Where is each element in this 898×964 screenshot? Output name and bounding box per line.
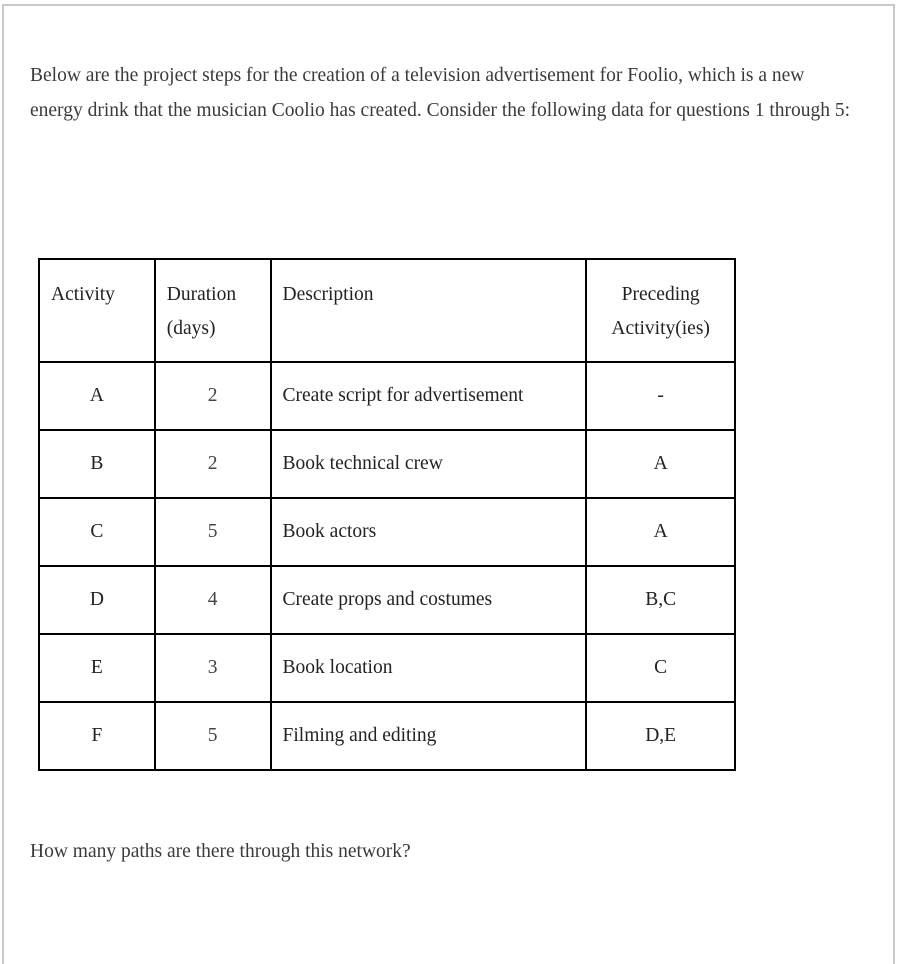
intro-paragraph: Below are the project steps for the creation of a television advertisement for Foolio, which is a new energy drink that the musician Coolio has created. Consider the following data for questions 1 through 5: — [30, 65, 851, 121]
header-preceding — [586, 259, 735, 362]
cell-activity: E — [39, 634, 155, 702]
table-header-row — [39, 259, 735, 362]
cell-preceding: B,C — [586, 566, 735, 634]
cell-description: Create props and costumes — [271, 566, 587, 634]
cell-description: Book location — [271, 634, 587, 702]
activity-table — [38, 258, 736, 771]
table-row — [39, 498, 735, 566]
cell-duration: 5 — [155, 702, 271, 770]
cell-duration: 2 — [155, 362, 271, 430]
cell-duration: 4 — [155, 566, 271, 634]
cell-description: Create script for advertisement — [271, 362, 587, 430]
table-row — [39, 362, 735, 430]
cell-description: Book technical crew — [271, 430, 587, 498]
header-duration-line1: Duration — [166, 284, 237, 305]
cell-activity: A — [39, 362, 155, 430]
cell-preceding: A — [586, 498, 735, 566]
table-row — [39, 566, 735, 634]
table-row — [39, 634, 735, 702]
cell-preceding: - — [586, 362, 735, 430]
table-row — [39, 702, 735, 770]
header-duration-line2: (days) — [166, 318, 216, 339]
header-description: Description — [271, 259, 587, 362]
header-preceding-line1: Preceding — [621, 284, 700, 305]
cell-activity: D — [39, 566, 155, 634]
header-duration — [155, 259, 271, 362]
cell-activity: B — [39, 430, 155, 498]
cell-description: Book actors — [271, 498, 587, 566]
cell-duration: 5 — [155, 498, 271, 566]
question-text: How many paths are there through this network? — [30, 841, 411, 862]
cell-activity: C — [39, 498, 155, 566]
cell-activity: F — [39, 702, 155, 770]
cell-preceding: C — [586, 634, 735, 702]
cell-description: Filming and editing — [271, 702, 587, 770]
cell-duration: 2 — [155, 430, 271, 498]
header-preceding-line2: Activity(ies) — [611, 318, 710, 339]
cell-preceding: A — [586, 430, 735, 498]
table-row — [39, 430, 735, 498]
cell-duration: 3 — [155, 634, 271, 702]
cell-preceding: D,E — [586, 702, 735, 770]
header-activity: Activity — [39, 259, 155, 362]
